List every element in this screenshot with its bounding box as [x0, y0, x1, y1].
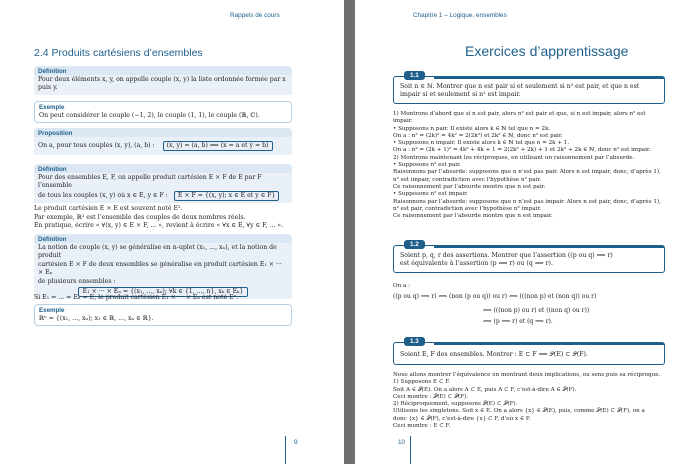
- text-line: Si E₁ = ... = Eₙ = E, le produit cartésien E₁ × ··· × Eₙ est noté Eⁿ.: [34, 294, 239, 301]
- solution-line: Nous allons montrer l’équivalence en montrant deux implications, ou sens puis sa réciproque.: [393, 372, 661, 378]
- solution-line: Raisonnons par l’absurde: supposons que n n’est pas impair. Alors n est pair, donc, d’après 1),: [393, 198, 661, 205]
- exercise-line: est équivalente à l’assertion (p ⟹ r) ou (q ⟹ r).: [400, 260, 553, 268]
- equation-line: ⟺ (p ⟹ r) et (q ⟹ r).: [483, 318, 553, 325]
- box-line: Pour deux éléments x, y, on appelle couple (x, y) la liste ordonnée formée par x: [38, 76, 286, 83]
- solution-line: On a : n² = (2k + 1)² = 4k² + 4k + 1 = 2(2k² + 2k) + 1 et 2k² + 2k ∈ ℕ, donc n² est impair.: [393, 147, 651, 154]
- exercise-line: Soit n ∈ ℕ. Montrer que n est pair si et seulement si n² est pair, et que n est: [400, 83, 640, 90]
- box-line: de tous les couples (x, y) où x ∈ E, y ∈ F :: [38, 191, 168, 199]
- box-title: Définition: [38, 236, 67, 243]
- box-title: Exemple: [39, 104, 65, 111]
- solution-line: 1) Supposons E ⊂ F.: [393, 379, 451, 386]
- solution-line: Utilisons les singletons. Soit x ∈ E. On a alors {x} ∈ 𝒫(E), puis, comme 𝒫(E) ⊂ 𝒫(F), on a: [393, 408, 645, 415]
- solution-line: On a : n² = (2k)² = 4k² = 2(2k²) et 2k² ∈ ℕ, donc n² est pair.: [393, 132, 563, 139]
- solution-line: Raisonnons par l’absurde: supposons que n n’est pas pair. Alors n est impair, donc, d’après 1),: [393, 169, 661, 176]
- exercise-box: [393, 72, 665, 104]
- solution-line: donc {x} ∈ 𝒫(F), c’est-à-dire {x} ⊂ F, d’où x ∈ F.: [393, 415, 531, 422]
- running-header: Rappels de cours: [230, 12, 280, 19]
- box-line: ℝⁿ = {(x₁, ..., xₙ); x₁ ∈ ℝ, ..., xₙ ∈ ℝ}.: [39, 315, 154, 322]
- solution-line: • Supposons n impair. Il existe alors k ∈ ℕ tel que n = 2k + 1.: [393, 140, 570, 147]
- solution-1: [393, 111, 665, 220]
- solution-line: Ceci montre : E ⊂ F.: [393, 423, 451, 430]
- definition-box: [34, 66, 292, 95]
- box-line: de plusieurs ensembles :: [38, 277, 116, 285]
- paragraph: [34, 294, 238, 303]
- exercise-line: Soient p, q, r des assertions. Montrer que l’assertion ((p ou q) ⟹ r): [400, 252, 613, 259]
- page-rule: [285, 436, 286, 464]
- box-title: Définition: [38, 166, 67, 173]
- solution-2-equation-cont: [483, 305, 589, 327]
- page-number: 9: [294, 439, 298, 446]
- equation-line: ⟺ (((non p) ou r) et ((non q) ou r)): [483, 307, 590, 314]
- box-title: Définition: [38, 68, 67, 75]
- solution-line: impair.: [393, 118, 413, 125]
- box-line: On peut considérer le couple (−1, 2), le couple (1, 1), le couple (ℝ, ℂ).: [39, 112, 260, 119]
- solution-line: On a :: [393, 283, 410, 289]
- exercise-label: 1.3: [404, 337, 425, 346]
- exercise-label: 1.2: [404, 240, 425, 249]
- text-line: Le produit cartésien E × E est souvent noté E².: [34, 205, 183, 212]
- box-line: La notion de couple (x, y) se généralise en n-uplet (x₁, ..., xₙ), et la notion de produit: [38, 244, 277, 260]
- exercise-line: Soient E, F des ensembles. Montrer : E ⊂ F ⟺ 𝒫(E) ⊂ 𝒫(F).: [400, 351, 588, 358]
- solution-line: Ce raisonnement par l’absurde montre que n est impair.: [393, 213, 553, 220]
- solution-2-equation: [393, 293, 665, 300]
- exercise-box: [393, 241, 665, 273]
- box-title: Exemple: [39, 307, 65, 314]
- solution-line: Ce raisonnement par l’absurde montre que n est pair.: [393, 183, 546, 190]
- box-title: Proposition: [38, 130, 73, 137]
- box-line: puis y.: [38, 84, 58, 92]
- solution-line: Ceci montre : 𝒫(E) ⊂ 𝒫(F).: [393, 393, 469, 400]
- equation-line: ((p ou q) ⟹ r) ⟺ (non (p ou q)) ou r) ⟺ (((non p) et (non q)) ou r): [393, 293, 597, 300]
- exercise-label: 1.1: [404, 71, 425, 80]
- proposition-box: [34, 128, 292, 155]
- solution-line: n² est impair, contradiction avec l’hypothèse n² pair.: [393, 176, 542, 183]
- solution-line: 2) Réciproquement, supposons 𝒫(E) ⊂ 𝒫(F).: [393, 401, 518, 408]
- solution-line: • Supposons n² est impair.: [393, 191, 468, 198]
- page-number: 10: [398, 439, 406, 446]
- solution-3: [393, 372, 665, 430]
- example-box: [34, 101, 292, 123]
- text-line: En pratique, écrire « ∀(x, y) ∈ E × F, ... », revient à écrire « ∀x ∈ E, ∀y ∈ F, ... ».: [34, 222, 284, 230]
- page-title: Exercices d’apprentissage: [465, 43, 629, 59]
- text-line: Par exemple, ℝ² est l’ensemble des couples de deux nombres réels.: [34, 213, 246, 221]
- right-page: [355, 0, 700, 464]
- page-rule: [410, 436, 411, 464]
- formula: E × F = {(x, y); x ∈ E et y ∈ F}: [174, 191, 280, 201]
- solution-line: 2) Montrons maintenant les réciproques, en utilisant un raisonnement par l’absurde.: [393, 154, 635, 161]
- solution-line: • Supposons n² est pair.: [393, 162, 461, 169]
- box-line: cartésien E × F de deux ensembles se généralise en produit cartésien E₁ × ··· × Eₙ: [38, 260, 282, 277]
- solution-line: n² est pair, contradiction avec l’hypothèse n² impair.: [393, 205, 542, 212]
- exercise-line: impair si et seulement si n² est impair.: [400, 91, 521, 99]
- box-rule: [434, 343, 664, 345]
- solution-line: 1) Montrons d’abord que si n est pair, alors n² est pair et que, si n est impair, alors n² est: [393, 111, 646, 117]
- box-rule: [434, 246, 664, 248]
- left-page: [0, 0, 344, 464]
- formula: (x, y) = (a, b) ⟺ (x = a et y = b): [163, 141, 273, 151]
- formula: E₁ × ··· × Eₙ = {(x₁, ..., xₙ); ∀k ∈ {1, ..., n}, xₖ ∈ Eₖ}: [78, 287, 249, 297]
- box-line: Pour des ensembles E, F, on appelle produit cartésien E × F de E par F l’ensemble: [38, 174, 262, 190]
- section-title: 2.4 Produits cartésiens d’ensembles: [34, 47, 203, 59]
- box-rule: [434, 77, 664, 79]
- definition-box: [34, 164, 292, 203]
- solution-line: Soit A ∈ 𝒫(E). On a alors A ⊂ E, puis A ⊂ F, c’est-à-dire A ∈ 𝒫(F).: [393, 386, 577, 393]
- solution-2: [393, 283, 665, 290]
- solution-line: • Supposons n pair. Il existe alors k ∈ ℕ tel que n = 2k.: [393, 125, 551, 132]
- box-line: On a, pour tous couples (x, y), (a, b) :: [38, 142, 155, 149]
- definition-box: [34, 234, 292, 299]
- example-box: [34, 304, 292, 326]
- exercise-box: [393, 338, 665, 365]
- paragraph: [34, 205, 283, 231]
- running-header: Chapitre 1 – Logique, ensembles: [413, 12, 507, 19]
